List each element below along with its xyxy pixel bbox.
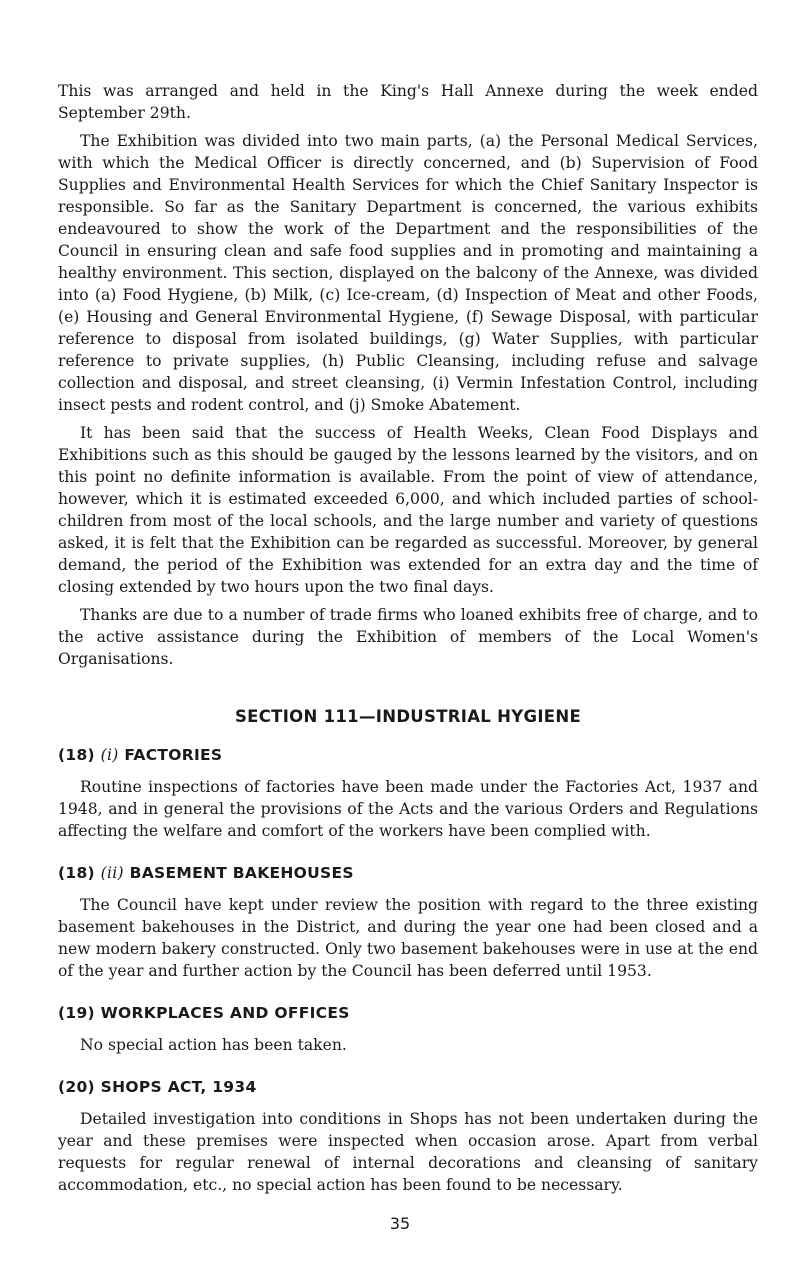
heading-title: SHOPS ACT, 1934 bbox=[100, 1078, 257, 1096]
basement-bakehouses-paragraph: The Council have kept under review the position with regard to the three existing basement bakehouses in the District, and during the year one had been closed and a new modern bakery constructed. Only two basement bakehouses were in use at the end of the year and further action by the Council has been deferred until 1953. bbox=[58, 896, 758, 980]
intro-paragraph-2: The Exhibition was divided into two main parts, (a) the Personal Medical Services, with which the Medical Officer is directly concerned, and (b) Supervision of Food Supplies and Environmental Health Services for which the Chief Sanitary Inspector is responsible. So far as the Sanitary Department is concerned, the various exhibits endeavoured to show the work of the Department and the responsibilities of the Council in ensuring clean and safe food supplies and in promoting and maintaining a healthy environment. This section, displayed on the balcony of the Annexe, was divided into (a) Food Hygiene, (b) Milk, (c) Ice-cream, (d) Inspection of Meat and other Foods, (e) Housing and General Environmental Hygiene, (f) Sewage Disposal, with particular reference to disposal from isolated buildings, (g) Water Supplies, with particular reference to private supplies, (h) Public Cleansing, including refuse and salvage collection and disposal, and street cleansing, (i) Vermin Infestation Control, including insect pests and rodent control, and (j) Smoke Abatement. bbox=[58, 132, 758, 414]
factories-paragraph: Routine inspections of factories have been made under the Factories Act, 1937 and 1948, and in general the provisions of the Acts and the various Orders and Regulations affecting the welfare and comfort of the workers have been complied with. bbox=[58, 778, 758, 840]
section-title: SECTION 111—INDUSTRIAL HYGIENE bbox=[234, 707, 582, 726]
heading-workplaces-offices bbox=[58, 1002, 758, 1024]
intro-paragraph-3: It has been said that the success of Health Weeks, Clean Food Displays and Exhibitions such as this should be gauged by the lessons learned by the visitors, and on this point no definite information is available. From the point of view of attendance, however, which it is estimated exceeded 6,000, and which included parties of school-children from most of the local schools, and the large number and variety of questions asked, it is felt that the Exhibition can be regarded as successful. Moreover, by general demand, the period of the Exhibition was extended for an extra day and the time of closing extended by two hours upon the two final days. bbox=[58, 424, 758, 596]
intro-paragraph-4: Thanks are due to a number of trade firms who loaned exhibits free of charge, and to the active assistance during the Exhibition of members of the Local Women's Organisations. bbox=[58, 606, 758, 668]
heading-roman: (ii) bbox=[100, 864, 124, 882]
heading-number: (20) bbox=[58, 1078, 95, 1096]
heading-title: BASEMENT BAKEHOUSES bbox=[129, 864, 354, 882]
heading-number: (18) bbox=[58, 864, 95, 882]
heading-title: FACTORIES bbox=[124, 746, 223, 764]
heading-number: (19) bbox=[58, 1004, 95, 1022]
intro-paragraph-1: This was arranged and held in the King's Hall Annexe during the week ended September 29th. bbox=[58, 82, 758, 122]
shops-act-paragraph: Detailed investigation into conditions in Shops has not been undertaken during the year and these premises were inspected when occasion arose. Apart from verbal requests for regular renewal of internal decorations and cleansing of sanitary accommodation, etc., no special action has been found to be necessary. bbox=[58, 1110, 758, 1194]
heading-title: WORKPLACES AND OFFICES bbox=[100, 1004, 350, 1022]
heading-shops-act bbox=[58, 1076, 758, 1098]
heading-number: (18) bbox=[58, 746, 95, 764]
heading-basement-bakehouses bbox=[58, 862, 758, 884]
page-number: 35 bbox=[389, 1214, 411, 1233]
heading-factories bbox=[58, 744, 758, 766]
heading-roman: (i) bbox=[100, 746, 119, 764]
document-page bbox=[58, 80, 758, 1196]
workplaces-offices-paragraph: No special action has been taken. bbox=[80, 1036, 347, 1054]
